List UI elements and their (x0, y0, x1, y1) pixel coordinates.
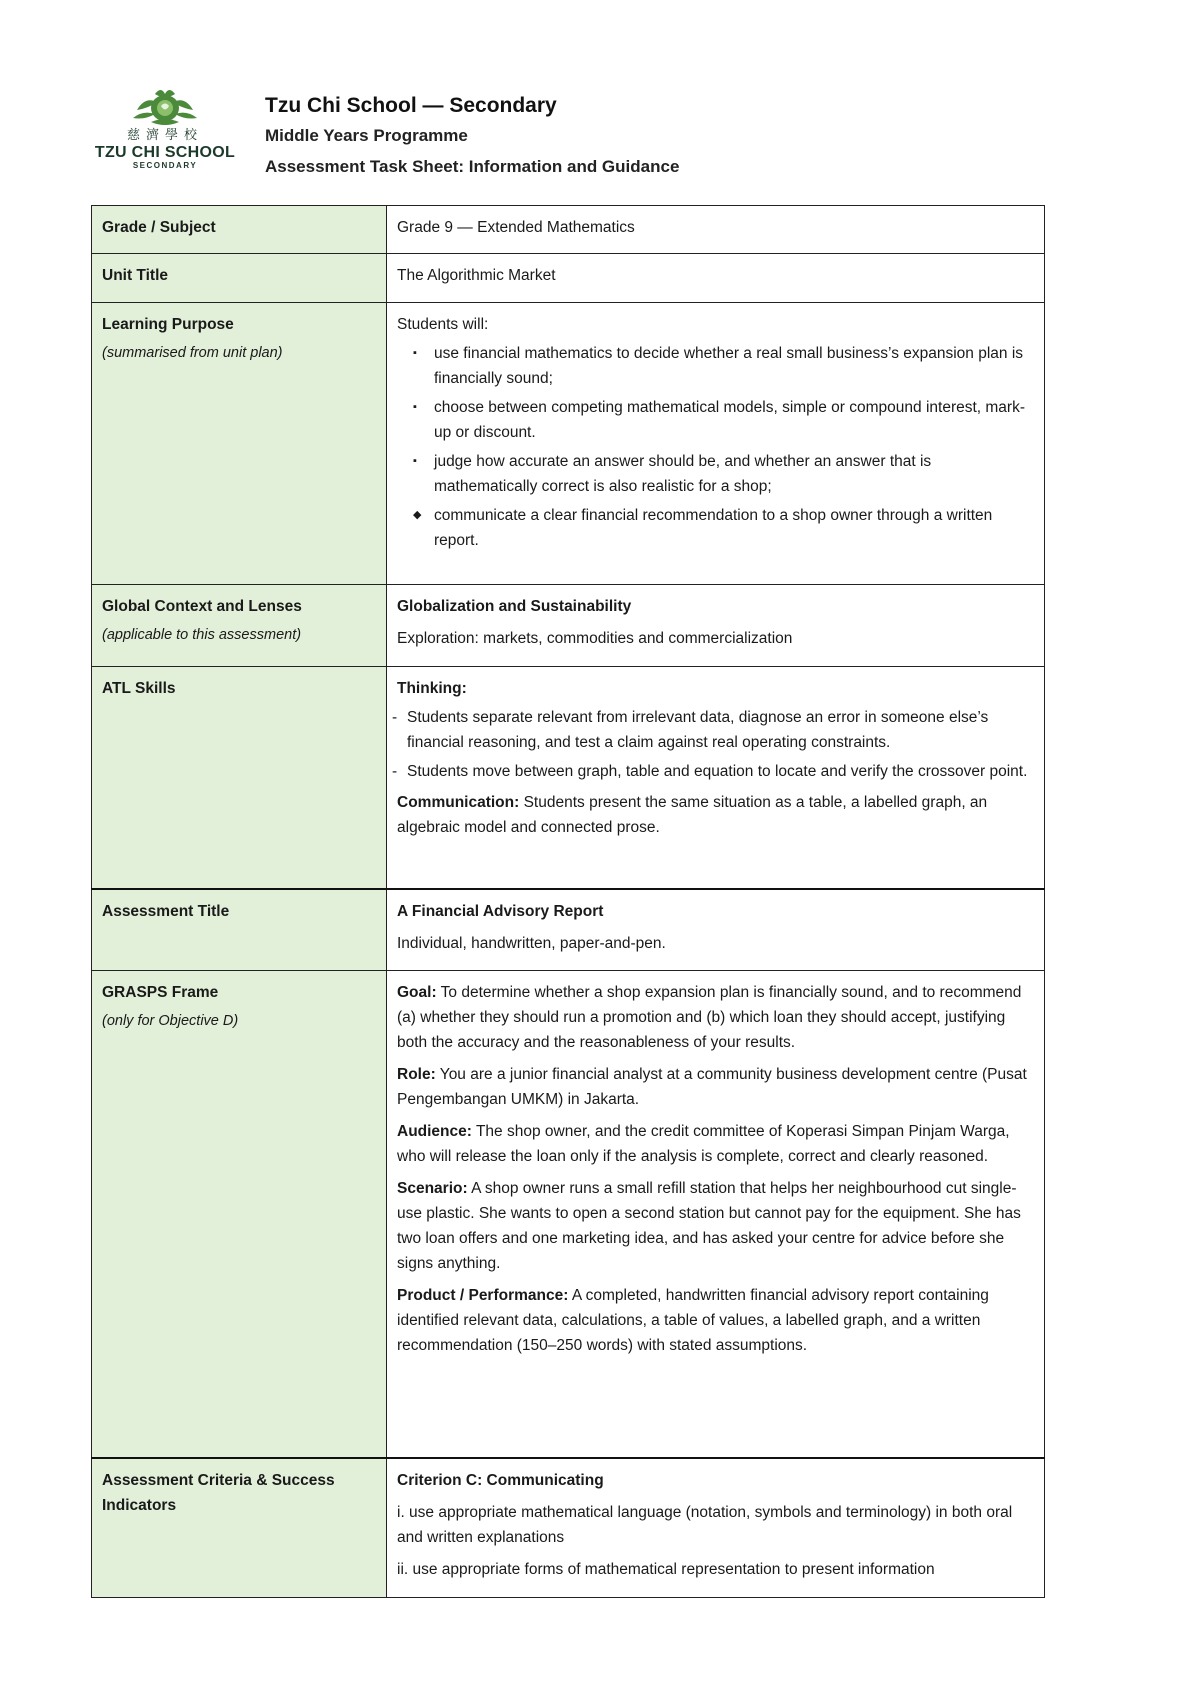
unit-title-label: Unit Title (102, 267, 169, 284)
list-item (397, 503, 1034, 553)
grade-subject-value: Grade 9 — Extended Mathematics (397, 219, 635, 236)
criterion-heading: Criterion C: Communicating (397, 1471, 604, 1489)
grasps-product (397, 1283, 1034, 1358)
grasps-scenario (397, 1176, 1034, 1276)
page-header (90, 84, 1050, 184)
product-heading: Product / Performance: (397, 1287, 569, 1304)
list-item (397, 449, 1034, 499)
assessment-title-label: Assessment Title (102, 902, 230, 920)
role-text: You are a junior financial analyst at a community business development centre (Pusat Pengembangan UMKM) in Jakarta. (397, 1066, 1027, 1108)
label-cell (92, 667, 387, 889)
value-cell (387, 303, 1045, 585)
role-heading: Role: (397, 1066, 436, 1083)
value-cell (387, 585, 1045, 667)
label-cell (92, 971, 387, 1458)
header-titles (265, 92, 679, 182)
lotus-logo-icon (131, 88, 199, 128)
communication-text: Students present the same situation as a table, a labelled graph, an algebraic model and connected prose. (397, 794, 988, 836)
product-text: A completed, handwritten financial advisory report containing identified relevant data, calculations, a table of values, a labelled graph, and a written recommendation (150–250 words) with stated assumptions. (397, 1287, 989, 1354)
logo-chinese-text: 慈濟學校 (126, 128, 203, 143)
list-item-text: Students separate relevant from irrelevant data, diagnose an error in someone else’s financial reasoning, and test a claim against real operating constraints. (407, 709, 989, 751)
value-cell (387, 1458, 1045, 1598)
grade-subject-label: Grade / Subject (102, 219, 216, 236)
label-cell (92, 206, 387, 254)
logo-school-name: TZU CHI SCHOOL (94, 144, 236, 161)
value-cell (387, 667, 1045, 889)
dash-bullet-icon: - (392, 763, 398, 780)
list-item-text: use financial mathematics to decide whether a real small business’s expansion plan is financially sound; (434, 345, 1024, 387)
grasps-role (397, 1062, 1034, 1112)
learning-purpose-note: (summarised from unit plan) (102, 345, 283, 361)
value-cell (387, 971, 1045, 1458)
row-assessment-title (92, 889, 1045, 971)
label-cell (92, 254, 387, 303)
list-item (397, 395, 1034, 445)
value-cell (387, 889, 1045, 971)
square-bullet-icon: ▪ (413, 455, 417, 467)
dash-bullet-icon: - (392, 709, 398, 726)
audience-text: The shop owner, and the credit committee of Koperasi Simpan Pinjam Warga, who will release the loan only if the analysis is complete, correct and clearly reasoned. (397, 1123, 1010, 1165)
list-item-text: Students move between graph, table and equation to locate and verify the crossover point. (407, 763, 1028, 780)
list-item (397, 341, 1034, 391)
criterion-item-1: i. use appropriate mathematical language (notation, symbols and terminology) in both oral and written explanations (397, 1503, 1013, 1546)
school-logo (90, 88, 240, 184)
goal-text: To determine whether a shop expansion plan is financially sound, and to recommend (a) whether they should run a promotion and (b) which loan they should accept, justifying both the accuracy and the reasonableness of your results. (397, 984, 1022, 1051)
grasps-goal (397, 980, 1034, 1055)
label-cell (92, 889, 387, 971)
row-unit-title (92, 254, 1045, 303)
global-context-text: Exploration: markets, commodities and commercialization (397, 630, 793, 647)
communication-paragraph (397, 790, 1034, 840)
list-item-text: choose between competing mathematical models, simple or compound interest, mark-up or discount. (434, 399, 1025, 441)
diamond-bullet-icon: ◆ (413, 509, 422, 521)
label-cell (92, 585, 387, 667)
assessment-title-heading: A Financial Advisory Report (397, 902, 604, 920)
communication-heading: Communication: (397, 794, 520, 811)
list-item (392, 759, 1034, 784)
grasps-note: (only for Objective D) (102, 1013, 239, 1029)
row-global-context (92, 585, 1045, 667)
assessment-title-text: Individual, handwritten, paper-and-pen. (397, 934, 666, 952)
sheet-title: Assessment Task Sheet: Information and Guidance (265, 157, 680, 176)
scenario-heading: Scenario: (397, 1180, 468, 1197)
purpose-intro: Students will: (397, 316, 489, 333)
list-item (392, 705, 1034, 755)
list-item-text: communicate a clear financial recommendation to a shop owner through a written report. (434, 507, 993, 549)
thinking-heading: Thinking: (397, 680, 467, 697)
goal-heading: Goal: (397, 984, 437, 1001)
criterion-item-2: ii. use appropriate forms of mathematical representation to present information (397, 1560, 935, 1578)
grasps-label: GRASPS Frame (102, 984, 219, 1001)
value-cell (387, 254, 1045, 303)
programme-title: Middle Years Programme (265, 126, 468, 145)
row-grade-subject (92, 206, 1045, 254)
global-context-note: (applicable to this assessment) (102, 627, 302, 643)
audience-heading: Audience: (397, 1123, 472, 1140)
value-cell (387, 206, 1045, 254)
label-cell (92, 1458, 387, 1598)
global-context-label: Global Context and Lenses (102, 598, 302, 615)
list-item-text: judge how accurate an answer should be, and whether an answer that is mathematically correct is also realistic for a shop; (434, 453, 932, 495)
global-context-heading: Globalization and Sustainability (397, 598, 632, 615)
thinking-list (392, 705, 1034, 784)
criteria-label: Assessment Criteria & Success Indicators (102, 1471, 335, 1514)
unit-title-value: The Algorithmic Market (397, 267, 556, 284)
assessment-task-table (91, 205, 1045, 1598)
school-title: Tzu Chi School — Secondary (265, 94, 557, 117)
learning-purpose-label: Learning Purpose (102, 316, 234, 333)
label-cell (92, 303, 387, 585)
purpose-list (397, 341, 1034, 553)
logo-subtext: SECONDARY (132, 161, 198, 170)
scenario-text: A shop owner runs a small refill station that helps her neighbourhood cut single-use plastic. She wants to open a second station but cannot pay for the equipment. She has two loan offers and one marketing idea, and has asked your centre for advice before she signs anything. (397, 1180, 1021, 1272)
row-learning-purpose (92, 303, 1045, 585)
row-atl-skills (92, 667, 1045, 889)
square-bullet-icon: ▪ (413, 401, 417, 413)
row-assessment-criteria (92, 1458, 1045, 1598)
square-bullet-icon: ▪ (413, 347, 417, 359)
atl-skills-label: ATL Skills (102, 680, 176, 697)
grasps-audience (397, 1119, 1034, 1169)
row-grasps-frame (92, 971, 1045, 1458)
